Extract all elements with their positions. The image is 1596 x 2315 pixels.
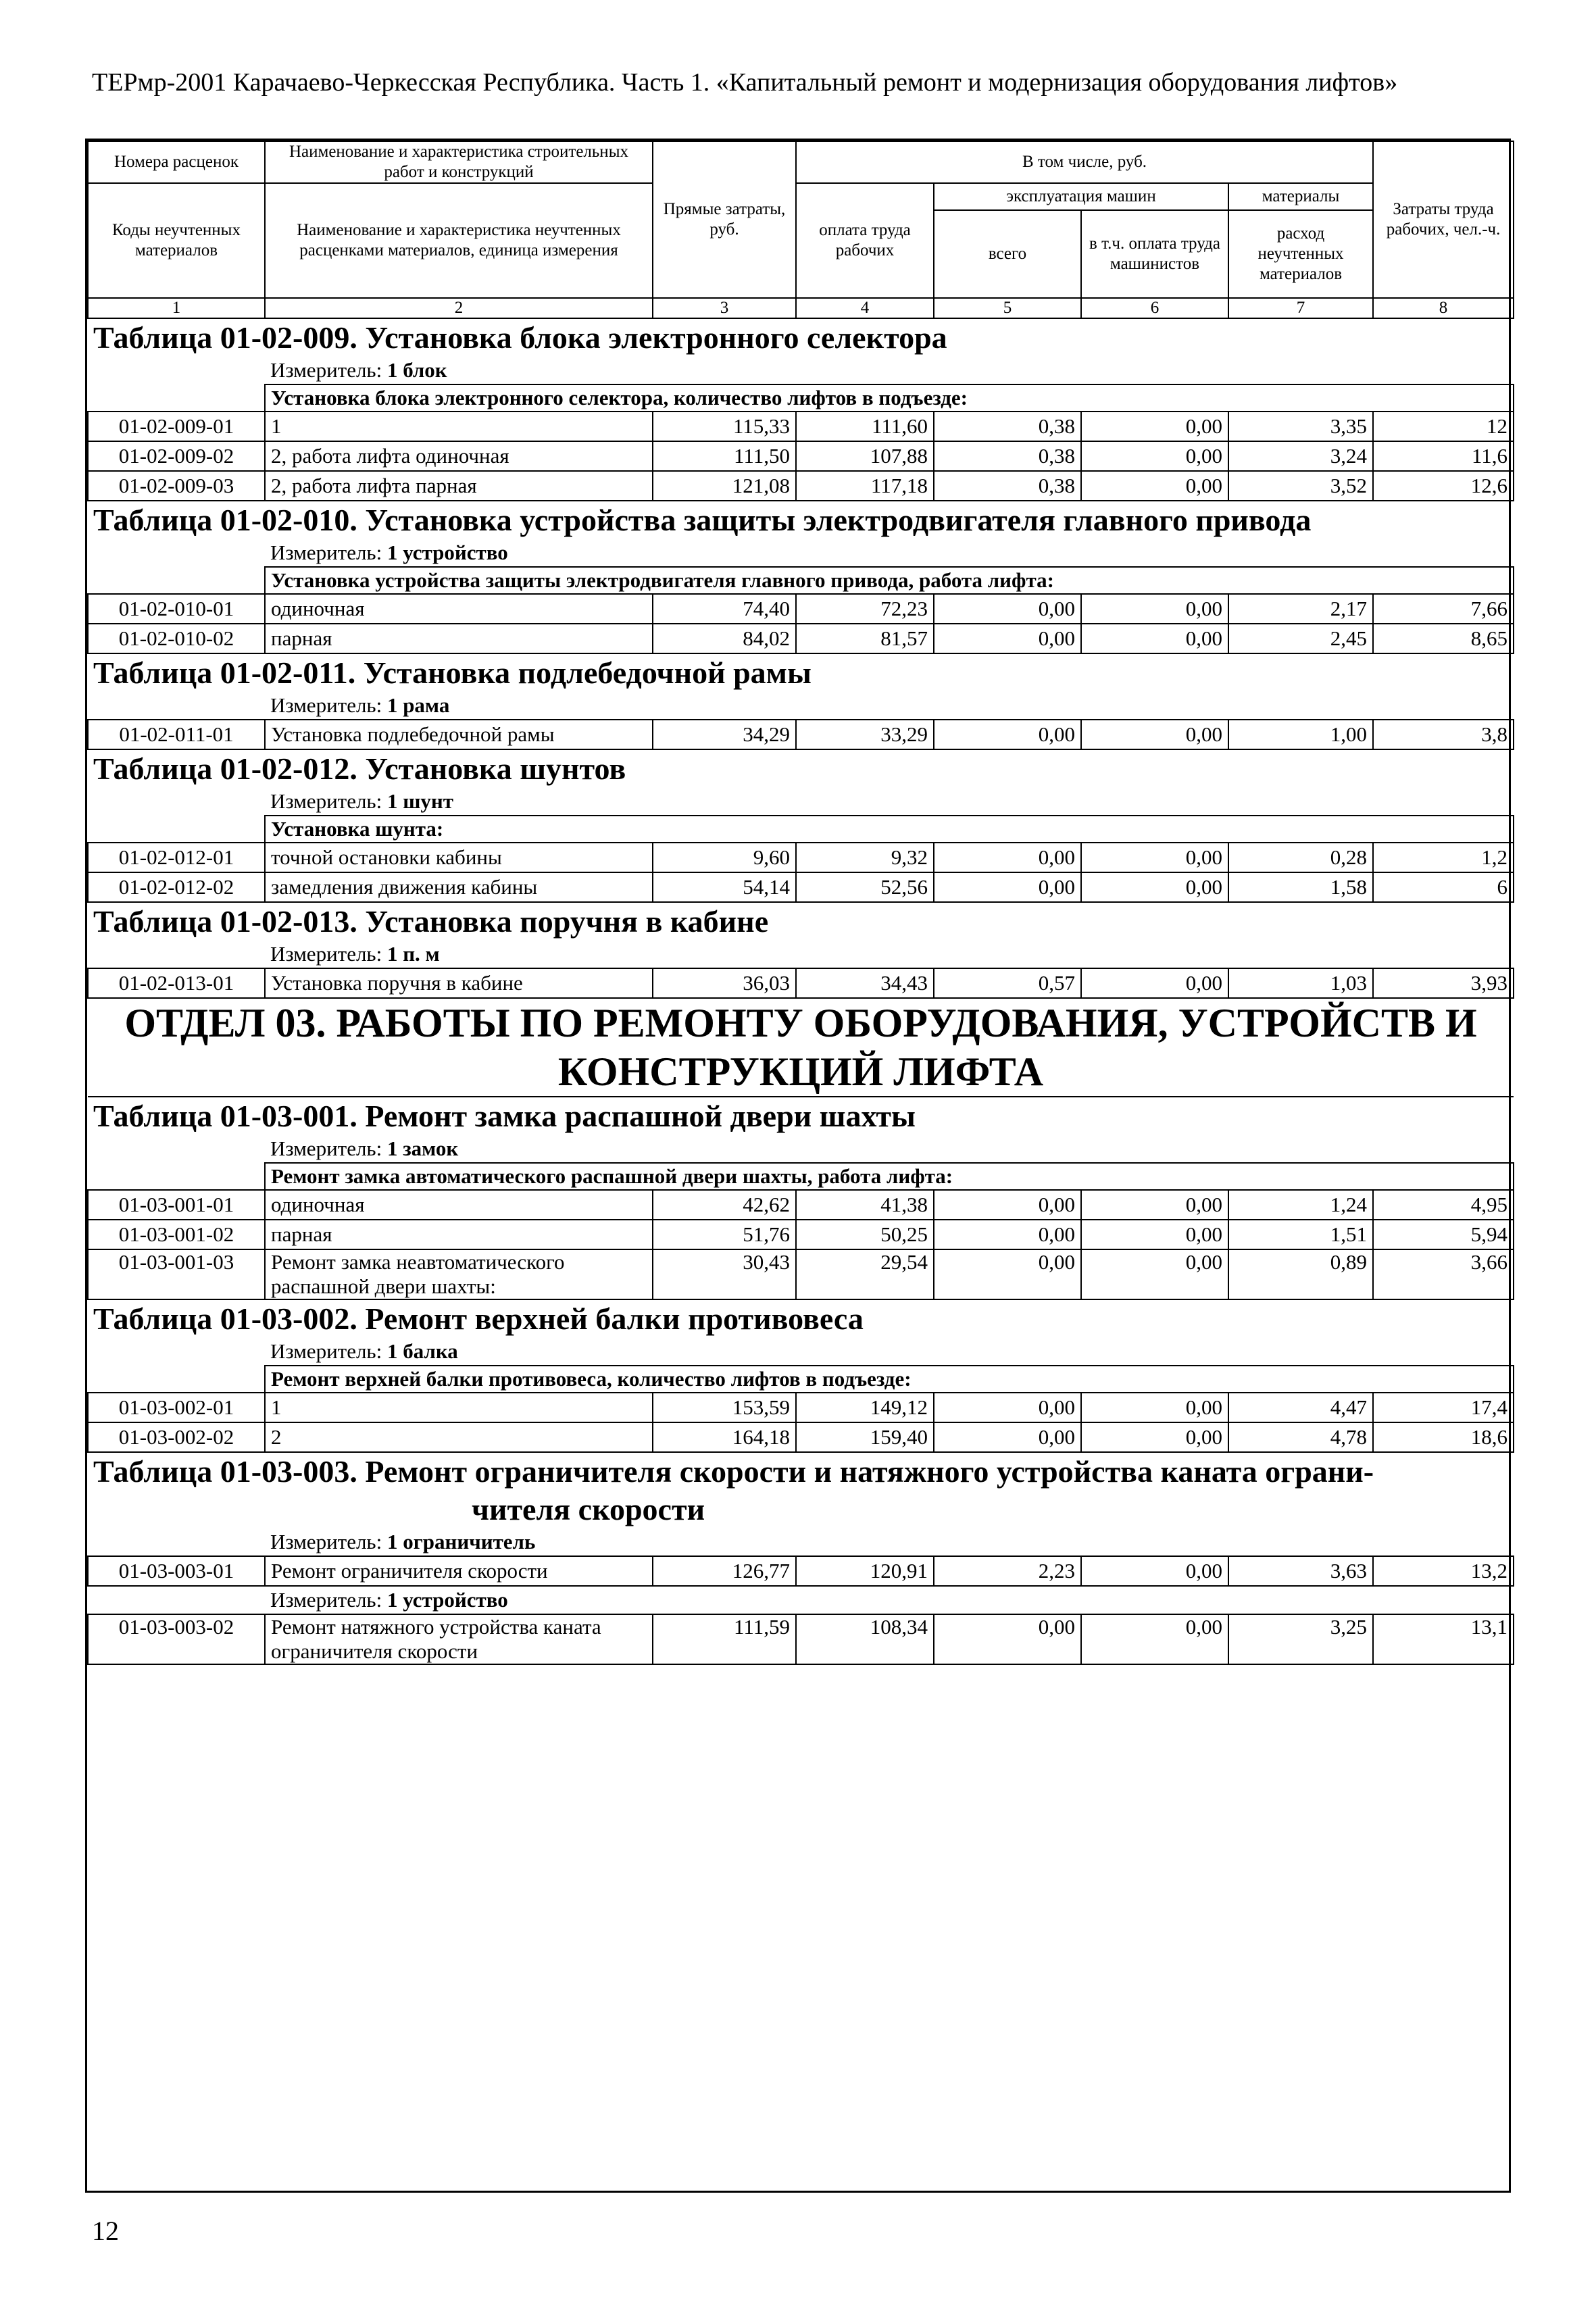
- cell-code: 01-03-003-01: [88, 1556, 265, 1586]
- cell-c3: 111,59: [653, 1614, 796, 1664]
- measure-row: [88, 357, 1514, 384]
- cell-c5: 0,00: [934, 1249, 1081, 1299]
- measure-unit: 1 замок: [386, 1137, 459, 1160]
- division-row: [88, 998, 1514, 1097]
- cell-c6: 0,00: [1081, 1190, 1228, 1220]
- cell-c5: 0,00: [934, 594, 1081, 624]
- group-row: [88, 384, 1514, 412]
- cell-c8: 5,94: [1373, 1220, 1514, 1249]
- cell-c3: 153,59: [653, 1393, 796, 1422]
- measure-unit: 1 устройство: [386, 1588, 508, 1612]
- cell-name: замедления движения кабины: [265, 872, 653, 902]
- table-title: [88, 653, 1514, 692]
- table-title-row: [88, 1097, 1514, 1135]
- cell-c3: 42,62: [653, 1190, 796, 1220]
- cell-c7: 1,03: [1228, 968, 1373, 998]
- table-title: [88, 501, 1514, 539]
- cell-name: 2: [265, 1422, 653, 1452]
- table-title-row: [88, 318, 1514, 357]
- col-number: 5: [934, 298, 1081, 318]
- measure-label: Измеритель:: [270, 1339, 382, 1363]
- cell-c7: 1,58: [1228, 872, 1373, 902]
- table-title-continuation: чителя скорости: [472, 1492, 705, 1526]
- cell-c5: 0,38: [934, 441, 1081, 471]
- cell-name: парная: [265, 1220, 653, 1249]
- cell-c5: 0,57: [934, 968, 1081, 998]
- col-number: 8: [1373, 298, 1514, 318]
- group-row: [88, 1366, 1514, 1393]
- cell-c7: 3,25: [1228, 1614, 1373, 1664]
- cell-c4: 9,32: [796, 843, 934, 872]
- group-label: Ремонт верхней балки противовеса, количество лифтов в подъезде:: [265, 1366, 1514, 1393]
- table-title-text: Таблица 01-02-010. Установка устройства защиты электродвигателя главного привода: [93, 503, 1312, 537]
- group-label: Установка блока электронного селектора, количество лифтов в подъезде:: [265, 384, 1514, 412]
- measure-empty: [88, 692, 265, 720]
- cell-code: 01-03-001-02: [88, 1220, 265, 1249]
- cell-code: 01-02-010-01: [88, 594, 265, 624]
- table-row: [88, 441, 1514, 471]
- measure-empty: [88, 1338, 265, 1366]
- measure-label: Измеритель:: [270, 358, 382, 382]
- measure-empty: [88, 788, 265, 816]
- cell-code: 01-02-013-01: [88, 968, 265, 998]
- cell-c4: 111,60: [796, 412, 934, 441]
- cell-c3: 51,76: [653, 1220, 796, 1249]
- cell-name: одиночная: [265, 1190, 653, 1220]
- group-empty: [88, 567, 265, 594]
- cell-c7: 3,63: [1228, 1556, 1373, 1586]
- table-title: [88, 318, 1514, 357]
- measure-unit: 1 блок: [386, 358, 447, 382]
- table-row: [88, 1556, 1514, 1586]
- cell-c4: 50,25: [796, 1220, 934, 1249]
- cell-c6: 0,00: [1081, 471, 1228, 501]
- cell-name: Установка подлебедочной рамы: [265, 720, 653, 749]
- cell-c5: 0,00: [934, 1190, 1081, 1220]
- cell-c7: 0,89: [1228, 1249, 1373, 1299]
- table-title-row: [88, 653, 1514, 692]
- measure-label: Измеритель:: [270, 1530, 382, 1553]
- including-header: В том числе, руб.: [796, 141, 1373, 183]
- cell-c8: 17,4: [1373, 1393, 1514, 1422]
- col-number: 6: [1081, 298, 1228, 318]
- cell-code: 01-02-012-02: [88, 872, 265, 902]
- measure-unit: 1 устройство: [386, 541, 508, 564]
- measure-cell: [265, 941, 1514, 968]
- table-row: [88, 471, 1514, 501]
- cell-c5: 0,00: [934, 1614, 1081, 1664]
- cell-c3: 121,08: [653, 471, 796, 501]
- measure-unit: 1 ограничитель: [386, 1530, 536, 1553]
- cell-c8: 3,8: [1373, 720, 1514, 749]
- cell-c7: 1,51: [1228, 1220, 1373, 1249]
- cell-code: 01-03-002-02: [88, 1422, 265, 1452]
- cell-c6: 0,00: [1081, 1220, 1228, 1249]
- cell-c6: 0,00: [1081, 720, 1228, 749]
- table-title-text: Таблица 01-02-012. Установка шунтов: [93, 751, 626, 786]
- table-row: [88, 624, 1514, 653]
- measure-row: [88, 692, 1514, 720]
- cell-c4: 52,56: [796, 872, 934, 902]
- cell-c7: 3,52: [1228, 471, 1373, 501]
- measure-label: Измеритель:: [270, 693, 382, 717]
- cell-c4: 107,88: [796, 441, 934, 471]
- col7-header: расход неучтенных материалов: [1228, 210, 1373, 298]
- cell-c5: 0,00: [934, 872, 1081, 902]
- cell-name: Ремонт замка неавтоматического распашной двери шахты:: [265, 1249, 653, 1299]
- cell-c4: 72,23: [796, 594, 934, 624]
- cell-c7: 3,35: [1228, 412, 1373, 441]
- col-number: 2: [265, 298, 653, 318]
- table-title-row: [88, 501, 1514, 539]
- cell-c5: 0,38: [934, 412, 1081, 441]
- cell-name: Установка поручня в кабине: [265, 968, 653, 998]
- measure-unit: 1 шунт: [386, 789, 453, 813]
- cell-c8: 13,2: [1373, 1556, 1514, 1586]
- cell-code: 01-02-009-03: [88, 471, 265, 501]
- cell-c3: 164,18: [653, 1422, 796, 1452]
- col8-header: Затраты труда рабочих, чел.-ч.: [1373, 141, 1514, 298]
- cell-c8: 11,6: [1373, 441, 1514, 471]
- measure-cell: [265, 1135, 1514, 1163]
- cell-code: 01-03-003-02: [88, 1614, 265, 1664]
- cell-c6: 0,00: [1081, 872, 1228, 902]
- cell-code: 01-02-009-02: [88, 441, 265, 471]
- measure-empty: [88, 1586, 265, 1614]
- cell-c6: 0,00: [1081, 1614, 1228, 1664]
- cell-name: 2, работа лифта парная: [265, 471, 653, 501]
- cell-c7: 2,45: [1228, 624, 1373, 653]
- table-row: [88, 968, 1514, 998]
- cell-name: Ремонт натяжного устройства каната ограничителя скорости: [265, 1614, 653, 1664]
- table-row: [88, 412, 1514, 441]
- col-number: 1: [88, 298, 265, 318]
- cell-code: 01-03-002-01: [88, 1393, 265, 1422]
- group-empty: [88, 1366, 265, 1393]
- table-row: [88, 594, 1514, 624]
- cell-name: 2, работа лифта одиночная: [265, 441, 653, 471]
- cell-c3: 54,14: [653, 872, 796, 902]
- col-number: 7: [1228, 298, 1373, 318]
- table-title: [88, 902, 1514, 941]
- cell-code: 01-02-009-01: [88, 412, 265, 441]
- cell-c3: 111,50: [653, 441, 796, 471]
- measure-empty: [88, 1528, 265, 1556]
- col6-header: в т.ч. оплата труда машинистов: [1081, 210, 1228, 298]
- measure-label: Измеритель:: [270, 1588, 382, 1612]
- cell-c7: 4,78: [1228, 1422, 1373, 1452]
- cell-code: 01-03-001-01: [88, 1190, 265, 1220]
- measure-cell: [265, 1528, 1514, 1556]
- cell-name: парная: [265, 624, 653, 653]
- cell-name: 1: [265, 412, 653, 441]
- cell-c6: 0,00: [1081, 1556, 1228, 1586]
- measure-row: [88, 1586, 1514, 1614]
- measure-label: Измеритель:: [270, 942, 382, 966]
- cell-c7: 1,24: [1228, 1190, 1373, 1220]
- col2-header-bottom: Наименование и характеристика неучтенных расценками материалов, единица измерения: [265, 183, 653, 298]
- group-empty: [88, 384, 265, 412]
- col-number: 3: [653, 298, 796, 318]
- cell-c8: 13,1: [1373, 1614, 1514, 1664]
- table-row: [88, 720, 1514, 749]
- cell-c8: 3,66: [1373, 1249, 1514, 1299]
- table-title-text: Таблица 01-02-009. Установка блока электронного селектора: [93, 320, 947, 355]
- cell-c8: 4,95: [1373, 1190, 1514, 1220]
- cell-c7: 2,17: [1228, 594, 1373, 624]
- division-title: ОТДЕЛ 03. РАБОТЫ ПО РЕМОНТУ ОБОРУДОВАНИЯ, УСТРОЙСТВ И КОНСТРУКЦИЙ ЛИФТА: [88, 998, 1514, 1097]
- cell-c4: 159,40: [796, 1422, 934, 1452]
- cell-c5: 0,00: [934, 720, 1081, 749]
- measure-row: [88, 1338, 1514, 1366]
- cell-c6: 0,00: [1081, 594, 1228, 624]
- group-row: [88, 1163, 1514, 1190]
- cell-c6: 0,00: [1081, 441, 1228, 471]
- group-row: [88, 816, 1514, 843]
- cell-c7: 0,28: [1228, 843, 1373, 872]
- measure-cell: [265, 1586, 1514, 1614]
- cell-c4: 29,54: [796, 1249, 934, 1299]
- measure-row: [88, 788, 1514, 816]
- cell-c3: 115,33: [653, 412, 796, 441]
- cell-name: Ремонт ограничителя скорости: [265, 1556, 653, 1586]
- cell-c6: 0,00: [1081, 1422, 1228, 1452]
- table-title-text: Таблица 01-02-011. Установка подлебедочной рамы: [93, 655, 812, 690]
- col5-header: всего: [934, 210, 1081, 298]
- cell-c8: 3,93: [1373, 968, 1514, 998]
- cell-c8: 12: [1373, 412, 1514, 441]
- measure-cell: [265, 1338, 1514, 1366]
- cell-c4: 41,38: [796, 1190, 934, 1220]
- cell-c5: 0,00: [934, 624, 1081, 653]
- cell-c8: 8,65: [1373, 624, 1514, 653]
- cell-c3: 84,02: [653, 624, 796, 653]
- cell-c7: 4,47: [1228, 1393, 1373, 1422]
- rates-table: [87, 141, 1514, 1665]
- cell-c4: 81,57: [796, 624, 934, 653]
- measure-empty: [88, 539, 265, 567]
- table-row: [88, 843, 1514, 872]
- cell-c5: 2,23: [934, 1556, 1081, 1586]
- table-title-row: [88, 749, 1514, 788]
- page-header: ТЕРмр-2001 Карачаево-Черкесская Республика. Часть 1. «Капитальный ремонт и модернизация оборудования лифтов»: [92, 68, 1398, 97]
- cell-c7: 1,00: [1228, 720, 1373, 749]
- table-title-text: Таблица 01-03-003. Ремонт ограничителя скорости и натяжного устройства каната ограни-: [93, 1454, 1374, 1489]
- cell-c3: 34,29: [653, 720, 796, 749]
- table-title-row: [88, 1452, 1514, 1528]
- group-empty: [88, 1163, 265, 1190]
- table-row: [88, 872, 1514, 902]
- cell-c3: 74,40: [653, 594, 796, 624]
- cell-c4: 117,18: [796, 471, 934, 501]
- col1-header-top: Номера расценок: [88, 141, 265, 183]
- table-title: [88, 1452, 1514, 1528]
- table-row: [88, 1220, 1514, 1249]
- rates-table-frame: [85, 139, 1511, 2193]
- table-title: [88, 1097, 1514, 1135]
- cell-c4: 149,12: [796, 1393, 934, 1422]
- measure-empty: [88, 357, 265, 384]
- machines-header: эксплуатация машин: [934, 183, 1228, 210]
- cell-c5: 0,38: [934, 471, 1081, 501]
- measure-unit: 1 балка: [386, 1339, 458, 1363]
- measure-row: [88, 539, 1514, 567]
- measure-label: Измеритель:: [270, 541, 382, 564]
- table-row: [88, 1393, 1514, 1422]
- cell-c8: 1,2: [1373, 843, 1514, 872]
- cell-c6: 0,00: [1081, 1249, 1228, 1299]
- table-row: [88, 1190, 1514, 1220]
- cell-c6: 0,00: [1081, 968, 1228, 998]
- table-row: [88, 1249, 1514, 1299]
- cell-c3: 9,60: [653, 843, 796, 872]
- cell-c6: 0,00: [1081, 624, 1228, 653]
- cell-name: одиночная: [265, 594, 653, 624]
- group-label: Установка устройства защиты электродвигателя главного привода, работа лифта:: [265, 567, 1514, 594]
- materials-header: материалы: [1228, 183, 1373, 210]
- measure-empty: [88, 941, 265, 968]
- col2-header-top: Наименование и характеристика строительных работ и конструкций: [265, 141, 653, 183]
- measure-row: [88, 941, 1514, 968]
- table-title-row: [88, 1299, 1514, 1338]
- cell-c6: 0,00: [1081, 412, 1228, 441]
- group-row: [88, 567, 1514, 594]
- cell-c3: 36,03: [653, 968, 796, 998]
- table-title: [88, 749, 1514, 788]
- table-title-text: Таблица 01-03-001. Ремонт замка распашной двери шахты: [93, 1099, 916, 1133]
- col3-header: Прямые затраты, руб.: [653, 141, 796, 298]
- table-title: [88, 1299, 1514, 1338]
- cell-c4: 33,29: [796, 720, 934, 749]
- measure-label: Измеритель:: [270, 1137, 382, 1160]
- measure-unit: 1 п. м: [386, 942, 440, 966]
- col-number: 4: [796, 298, 934, 318]
- cell-c5: 0,00: [934, 1393, 1081, 1422]
- cell-c4: 120,91: [796, 1556, 934, 1586]
- cell-c5: 0,00: [934, 1220, 1081, 1249]
- cell-c8: 12,6: [1373, 471, 1514, 501]
- cell-code: 01-02-010-02: [88, 624, 265, 653]
- cell-code: 01-02-011-01: [88, 720, 265, 749]
- measure-cell: [265, 692, 1514, 720]
- col4-header: оплата труда рабочих: [796, 183, 934, 298]
- cell-c6: 0,00: [1081, 1393, 1228, 1422]
- table-title-text: Таблица 01-03-002. Ремонт верхней балки противовеса: [93, 1301, 864, 1336]
- cell-c5: 0,00: [934, 1422, 1081, 1452]
- cell-c4: 34,43: [796, 968, 934, 998]
- measure-empty: [88, 1135, 265, 1163]
- measure-cell: [265, 788, 1514, 816]
- cell-name: 1: [265, 1393, 653, 1422]
- measure-cell: [265, 357, 1514, 384]
- table-title-text: Таблица 01-02-013. Установка поручня в кабине: [93, 904, 769, 939]
- cell-c8: 6: [1373, 872, 1514, 902]
- table-row: [88, 1614, 1514, 1664]
- cell-c8: 18,6: [1373, 1422, 1514, 1452]
- cell-c6: 0,00: [1081, 843, 1228, 872]
- cell-c5: 0,00: [934, 843, 1081, 872]
- cell-c8: 7,66: [1373, 594, 1514, 624]
- group-label: Установка шунта:: [265, 816, 1514, 843]
- measure-cell: [265, 539, 1514, 567]
- cell-c3: 30,43: [653, 1249, 796, 1299]
- measure-unit: 1 рама: [386, 693, 450, 717]
- measure-row: [88, 1135, 1514, 1163]
- cell-c7: 3,24: [1228, 441, 1373, 471]
- table-title-row: [88, 902, 1514, 941]
- cell-c3: 126,77: [653, 1556, 796, 1586]
- group-label: Ремонт замка автоматического распашной двери шахты, работа лифта:: [265, 1163, 1514, 1190]
- cell-name: точной остановки кабины: [265, 843, 653, 872]
- col1-header-bottom: Коды неучтенных материалов: [88, 183, 265, 298]
- group-empty: [88, 816, 265, 843]
- table-row: [88, 1422, 1514, 1452]
- measure-label: Измеритель:: [270, 789, 382, 813]
- cell-c4: 108,34: [796, 1614, 934, 1664]
- measure-row: [88, 1528, 1514, 1556]
- cell-code: 01-02-012-01: [88, 843, 265, 872]
- cell-code: 01-03-001-03: [88, 1249, 265, 1299]
- page-number: 12: [92, 2216, 119, 2246]
